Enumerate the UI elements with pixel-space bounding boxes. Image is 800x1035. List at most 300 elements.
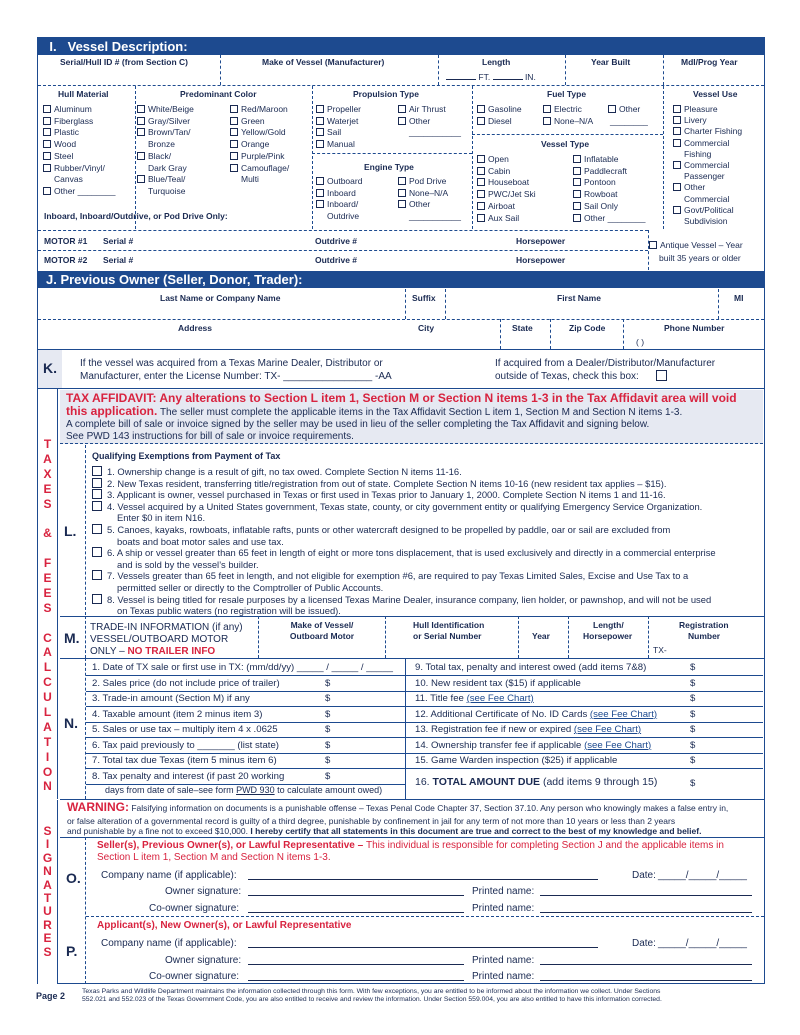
p-date-field[interactable]: _____/_____/_____ — [658, 938, 747, 949]
tax-affidavit-line4: See PWD 143 instructions for bill of sale or invoice requirements. — [66, 431, 354, 442]
k-outside-text-a: If acquired from a Dealer/Distributor/Manufacturer — [495, 358, 716, 369]
checkbox[interactable] — [673, 206, 681, 214]
exemption-text: 7. Vessels greater than 65 feet in length, and not eligible for exemption #6, are required to pay Texas Limited Sales, Excise and Use Tax to a — [107, 570, 689, 582]
checkbox[interactable] — [573, 178, 581, 186]
o-printed-line[interactable] — [540, 895, 752, 896]
side-letter: U — [43, 904, 52, 919]
option-label: Pod Drive — [409, 176, 447, 186]
hull-option[interactable] — [43, 186, 115, 197]
p-printed-line[interactable] — [540, 964, 752, 965]
mdl-prog-year-label: Mdl/Prog Year — [681, 57, 738, 67]
n-dollar[interactable]: $ — [690, 693, 696, 704]
n-right-item: 11. Title fee (see Fee Chart) — [415, 693, 534, 704]
checkbox[interactable] — [230, 152, 238, 160]
checkbox[interactable] — [477, 202, 485, 210]
exemption-item[interactable] — [92, 547, 716, 559]
exemptions-header: Qualifying Exemptions from Payment of Tax — [92, 451, 281, 461]
checkbox[interactable] — [673, 183, 681, 191]
n-dollar[interactable]: $ — [690, 724, 696, 735]
checkbox[interactable] — [398, 105, 406, 113]
vessel-use-option[interactable] — [673, 138, 729, 149]
fee-chart-link[interactable]: (see Fee Chart) — [573, 724, 642, 735]
vessel-type-option[interactable] — [477, 177, 529, 188]
checkbox[interactable] — [673, 105, 681, 113]
side-letter: E — [43, 585, 52, 600]
mi-label[interactable]: MI — [734, 293, 744, 303]
antique-label-b: built 35 years or older — [659, 253, 741, 263]
side-letter: C — [43, 675, 52, 690]
o-coowner-sig-line[interactable] — [248, 912, 464, 913]
o-coprinted-label: Printed name: — [472, 903, 535, 914]
propulsion-option[interactable] — [316, 127, 341, 138]
checkbox[interactable] — [477, 105, 485, 113]
side-letter: E — [43, 931, 52, 946]
side-letter: A — [43, 645, 52, 660]
n-dollar[interactable]: $ — [690, 708, 696, 720]
checkbox[interactable] — [398, 177, 406, 185]
p-company-line[interactable] — [248, 947, 598, 948]
vessel-type-option[interactable] — [573, 154, 619, 165]
checkbox[interactable] — [316, 177, 324, 185]
exemption-item[interactable] — [92, 466, 462, 478]
trade-in-l1: TRADE-IN INFORMATION (if any) — [90, 622, 243, 633]
checkbox[interactable] — [398, 200, 406, 208]
checkbox[interactable] — [477, 155, 485, 163]
p-company-label: Company name (if applicable): — [101, 938, 237, 949]
p-coprinted-line[interactable] — [540, 980, 752, 981]
m-hull-label-a: Hull Identification — [413, 620, 485, 630]
checkbox[interactable] — [230, 164, 238, 172]
color-option[interactable] — [137, 116, 190, 127]
side-letter: C — [43, 630, 52, 645]
o-owner-sig-label: Owner signature: — [165, 886, 242, 897]
color-option[interactable] — [230, 127, 286, 138]
engine-option[interactable] — [398, 176, 446, 187]
k-dealer-license[interactable]: Manufacturer, enter the License Number: TX- ________________ -AA — [80, 371, 392, 382]
checkbox[interactable] — [673, 161, 681, 169]
propulsion-option[interactable] — [398, 116, 430, 127]
length-ft[interactable]: FT. IN. — [446, 72, 536, 83]
checkbox[interactable] — [43, 105, 51, 113]
make-label: Make of Vessel (Manufacturer) — [262, 57, 385, 67]
option-label: ___________ — [409, 127, 462, 138]
propulsion-option[interactable] — [398, 104, 446, 115]
antique-vessel-checkbox[interactable] — [649, 240, 743, 251]
option-label: Manual — [327, 139, 355, 150]
exemption-text: 8. Vessel is being titled for resale purposes by a licensed Texas Marine Dealer, insurance company, lien holder, or pawnshop, and will not be used — [107, 593, 712, 605]
hull-option[interactable] — [43, 151, 73, 162]
suffix-label[interactable]: Suffix — [412, 293, 436, 303]
p-owner-sig-line[interactable] — [248, 964, 464, 965]
trade-in-l2: VESSEL/OUTBOARD MOTOR — [90, 634, 229, 645]
vessel-use-option[interactable] — [673, 160, 729, 171]
exemption-item — [117, 559, 259, 571]
exemption-item[interactable] — [92, 570, 688, 582]
option-label: Purple/Pink — [241, 150, 285, 161]
section-title: Vessel Description: — [67, 39, 188, 54]
vessel-use-option[interactable] — [673, 182, 705, 193]
color-option[interactable] — [230, 104, 288, 115]
checkbox[interactable] — [477, 178, 485, 186]
n-dollar[interactable]: $ — [690, 739, 696, 751]
side-label-signatures — [38, 800, 58, 984]
option-label: Other — [684, 182, 706, 193]
zip-code-label[interactable]: Zip Code — [569, 323, 606, 333]
hull-option[interactable] — [43, 127, 79, 138]
exemption-checkbox[interactable] — [92, 489, 102, 499]
m-reg-label-a: Registration — [679, 620, 729, 630]
side-letter: L — [43, 705, 52, 720]
option-label: Open — [488, 154, 509, 164]
exemption-checkbox[interactable] — [92, 547, 102, 557]
n-dollar[interactable]: $ — [690, 662, 696, 673]
propulsion-type-label: Propulsion Type — [353, 89, 419, 99]
p-coprinted-label: Printed name: — [472, 971, 535, 982]
color-option — [148, 163, 187, 174]
checkbox[interactable] — [137, 152, 145, 160]
checkbox[interactable] — [398, 189, 406, 197]
side-letter: S — [43, 944, 52, 959]
hull-option — [54, 174, 83, 185]
fuel-option[interactable] — [608, 104, 640, 115]
vessel-use-option[interactable] — [673, 205, 734, 216]
vessel-type-option[interactable] — [573, 201, 618, 212]
n-total-dollar[interactable]: $ — [690, 778, 696, 789]
fee-chart-link[interactable]: (see Fee Chart) — [584, 739, 652, 751]
side-letter — [38, 616, 57, 631]
phone-number-label[interactable]: Phone Number — [664, 323, 725, 333]
exemption-item[interactable] — [92, 594, 711, 606]
side-label-taxes — [38, 389, 58, 799]
exemption-checkbox[interactable] — [92, 594, 102, 604]
checkbox[interactable] — [673, 116, 681, 124]
side-letter: & — [43, 526, 52, 541]
section-l-letter: L. — [64, 523, 77, 539]
pwd930-link[interactable]: PWD 930 — [236, 785, 275, 795]
hull-material-label: Hull Material — [58, 89, 109, 99]
n-dollar[interactable]: $ — [325, 739, 331, 751]
vessel-type-option[interactable] — [573, 166, 627, 177]
address-label[interactable]: Address — [178, 323, 213, 333]
option-label: Camouflage/ — [241, 162, 290, 173]
exemption-item[interactable] — [92, 489, 666, 501]
vessel-type-option[interactable] — [573, 189, 618, 200]
color-option[interactable] — [230, 151, 284, 162]
o-date-field[interactable]: _____/_____/_____ — [658, 870, 747, 881]
p-coowner-sig-line[interactable] — [248, 980, 464, 981]
phone-paren: ( ) — [636, 337, 645, 347]
hull-option[interactable] — [43, 163, 105, 174]
option-label: Other — [619, 104, 641, 114]
exemption-item — [117, 605, 341, 617]
checkbox[interactable] — [477, 214, 485, 222]
exemption-text: 1. Ownership change is a result of gift, no tax owed. Complete Section N items 11-16. — [107, 466, 462, 477]
option-label: Canvas — [54, 174, 83, 185]
vessel-use-option — [684, 149, 711, 160]
exemption-checkbox[interactable] — [92, 501, 102, 511]
motor-1-outdrive[interactable]: Outdrive # — [315, 236, 358, 246]
checkbox[interactable] — [43, 164, 51, 172]
checkbox[interactable] — [316, 117, 324, 125]
side-letter: U — [43, 690, 52, 705]
fee-chart-link[interactable]: (see Fee Chart) — [589, 708, 658, 720]
vessel-type-option[interactable] — [477, 166, 510, 177]
vessel-type-option[interactable] — [477, 213, 519, 224]
total-amount-due: 16. TOTAL AMOUNT DUE (add items 9 through 15) — [415, 776, 658, 788]
checkbox[interactable] — [43, 117, 51, 125]
k-outside-texas-checkbox[interactable] — [656, 370, 667, 381]
last-name-label[interactable]: Last Name or Company Name — [160, 293, 281, 303]
checkbox[interactable] — [137, 117, 145, 125]
checkbox[interactable] — [673, 139, 681, 147]
o-company-line[interactable] — [248, 879, 598, 880]
option-label: Propeller — [327, 104, 362, 114]
checkbox[interactable] — [137, 175, 145, 183]
vessel-use-option[interactable] — [673, 115, 707, 126]
length-label: Length — [482, 57, 511, 67]
side-letter: S — [43, 496, 52, 511]
n-item-label: 5. Sales or use tax – multiply item 4 x .0625 — [92, 724, 278, 735]
motor-2-horsepower[interactable]: Horsepower — [516, 255, 566, 265]
tax-affidavit-title: TAX AFFIDAVIT: Any alterations to Section L item 1, Section M or Section N items 1-3 in the Tax Affidavit area will void — [66, 391, 737, 405]
o-header-c: Section L item 1, Section M and Section N items 1-3. — [97, 852, 331, 863]
m-year-label: Year — [532, 631, 550, 641]
warning-line1: WARNING: Falsifying information on documents is a punishable offense – Texas Penal Code Chapter 37, Section 37.10. Any person who knowingly makes a false entry in, — [67, 800, 729, 814]
option-label: Turquoise — [148, 185, 186, 196]
antique-label-a: Antique Vessel – Year — [660, 240, 743, 250]
checkbox[interactable] — [477, 190, 485, 198]
checkbox[interactable] — [43, 128, 51, 136]
checkbox[interactable] — [230, 117, 238, 125]
side-letter: X — [43, 466, 52, 481]
n-row-line — [86, 706, 405, 707]
vessel-type-option[interactable] — [573, 213, 645, 224]
exemption-text: 2. New Texas resident, transferring title/registration from out of state. Complete Section N items 10-16 (new resident tax applies – $15). — [107, 477, 667, 489]
m-hull-label-b: or Serial Number — [413, 631, 482, 641]
exemption-checkbox[interactable] — [92, 570, 102, 580]
checkbox[interactable] — [230, 128, 238, 136]
exemption-item — [117, 582, 383, 594]
fee-chart-link[interactable]: (see Fee Chart) — [466, 693, 534, 704]
vessel-type-option[interactable] — [477, 154, 509, 165]
exemption-item[interactable] — [92, 478, 666, 490]
n-dollar[interactable]: $ — [325, 755, 331, 766]
section-o-letter: O. — [66, 870, 81, 886]
checkbox[interactable] — [573, 155, 581, 163]
side-letter: N — [43, 779, 52, 794]
exemption-text: Enter $0 in item N16. — [117, 512, 206, 524]
option-label: None–N/A — [409, 187, 449, 198]
side-letter: N — [43, 864, 52, 879]
n-right-item: 14. Ownership transfer fee if applicable (see Fee Chart) — [415, 739, 652, 751]
n-dollar[interactable]: $ — [325, 770, 331, 782]
checkbox[interactable] — [230, 105, 238, 113]
tax-affidavit-line3: A complete bill of sale or invoice signed by the seller may be used in lieu of the seller completing the Tax Affidavit and signing below. — [66, 419, 650, 430]
checkbox[interactable] — [543, 117, 551, 125]
checkbox[interactable] — [43, 152, 51, 160]
side-letter: T — [43, 890, 52, 905]
side-letter: T — [43, 734, 52, 749]
option-label: Airboat — [488, 200, 515, 211]
year-built-label: Year Built — [591, 57, 631, 67]
motor-1-horsepower[interactable]: Horsepower — [516, 236, 566, 246]
option-label: Livery — [684, 115, 707, 126]
p-owner-sig-label: Owner signature: — [165, 955, 242, 966]
checkbox[interactable] — [137, 128, 145, 136]
color-option[interactable] — [137, 127, 191, 138]
checkbox[interactable] — [43, 140, 51, 148]
checkbox[interactable] — [316, 128, 324, 136]
option-label: Sail — [327, 127, 342, 138]
exemption-text: 5. Canoes, kayaks, rowboats, inflatable rafts, punts or other watercraft designed to be propelled by paddle, oar or sail are excluded from — [107, 524, 671, 535]
option-label: Aux Sail — [488, 212, 520, 223]
exemption-item — [117, 512, 205, 524]
option-label: Commercial — [684, 137, 730, 148]
checkbox[interactable] — [316, 200, 324, 208]
exemption-checkbox[interactable] — [92, 524, 102, 534]
vessel-use-option[interactable] — [673, 104, 718, 115]
n-item-label: 8. Tax penalty and interest (if past 20 working — [92, 770, 285, 782]
option-label: Rubber/Vinyl/ — [54, 162, 105, 173]
engine-option[interactable] — [316, 199, 358, 210]
vessel-type-option[interactable] — [477, 201, 515, 212]
checkbox[interactable] — [43, 187, 51, 195]
fuel-option[interactable] — [477, 116, 512, 127]
n-dollar[interactable]: $ — [325, 677, 331, 689]
checkbox[interactable] — [477, 117, 485, 125]
side-letter: S — [43, 824, 52, 838]
n-row-line — [86, 753, 405, 754]
option-label: Red/Maroon — [241, 104, 288, 114]
checkbox[interactable] — [573, 190, 581, 198]
propulsion-option[interactable] — [316, 139, 355, 150]
side-letter: F — [43, 556, 52, 571]
option-label: Subdivision — [684, 216, 728, 226]
exemption-text: and is sold by the vessel’s builder. — [117, 558, 259, 570]
fuel-option[interactable] — [543, 116, 593, 127]
checkbox[interactable] — [573, 202, 581, 210]
color-option[interactable] — [137, 174, 185, 185]
engine-option[interactable] — [316, 188, 356, 199]
vessel-use-option — [684, 216, 727, 227]
checkbox[interactable] — [137, 105, 145, 113]
engine-option[interactable] — [398, 199, 430, 210]
checkbox[interactable] — [316, 105, 324, 113]
exemption-item[interactable] — [92, 501, 702, 513]
checkbox[interactable] — [543, 105, 551, 113]
color-option[interactable] — [230, 163, 289, 174]
exemption-text: 3. Applicant is owner, vessel purchased in Texas or first used in Texas prior to January 1, 2000. Complete Section N items 1 and 11-16. — [107, 489, 666, 501]
fuel-option[interactable] — [477, 104, 522, 115]
o-coprinted-line[interactable] — [540, 912, 752, 913]
color-option[interactable] — [230, 116, 265, 127]
exemption-text: 6. A ship or vessel greater than 65 feet in length of eight or more tons displacement, that is used exclusively and directly in a commercial enterprise — [107, 547, 716, 559]
engine-option[interactable] — [398, 188, 448, 199]
option-label: Bronze — [148, 139, 175, 150]
engine-type-label: Engine Type — [364, 162, 414, 172]
n-item-label: 2. Sales price (do not include price of trailer) — [92, 677, 280, 689]
checkbox[interactable] — [230, 140, 238, 148]
checkbox[interactable] — [398, 117, 406, 125]
n-row-line — [86, 691, 405, 692]
option-label: Orange — [241, 139, 270, 150]
motor-2-outdrive[interactable]: Outdrive # — [315, 255, 358, 265]
m-reg-tx[interactable]: TX- — [653, 645, 667, 655]
exemption-item[interactable] — [92, 524, 670, 536]
option-label: Fiberglass — [54, 115, 94, 126]
option-label: Passenger — [684, 171, 725, 182]
engine-option — [409, 211, 461, 222]
hull-option[interactable] — [43, 116, 93, 127]
n-item-label: 4. Taxable amount (item 2 minus item 3) — [92, 708, 263, 720]
hull-option[interactable] — [43, 104, 92, 115]
hull-option[interactable] — [43, 139, 76, 150]
engine-option[interactable] — [316, 176, 362, 187]
o-owner-sig-line[interactable] — [248, 895, 464, 896]
checkbox[interactable] — [477, 167, 485, 175]
checkbox[interactable] — [316, 189, 324, 197]
exemption-checkbox[interactable] — [92, 478, 102, 488]
vessel-use-option[interactable] — [673, 126, 742, 137]
side-letter: A — [43, 451, 52, 466]
checkbox[interactable] — [573, 214, 581, 222]
exemption-checkbox[interactable] — [92, 466, 102, 476]
n-dollar[interactable]: $ — [325, 693, 331, 704]
propulsion-option[interactable] — [316, 116, 358, 127]
option-label: Blue/Teal/ — [148, 174, 186, 185]
color-option[interactable] — [230, 139, 269, 150]
checkbox[interactable] — [316, 140, 324, 148]
o-printed-label: Printed name: — [472, 886, 535, 897]
m-length-label-a: Length/ — [593, 620, 624, 630]
state-label[interactable]: State — [512, 323, 533, 333]
vessel-type-option[interactable] — [477, 189, 536, 200]
n-dollar[interactable]: $ — [690, 677, 696, 689]
vessel-type-option[interactable] — [573, 177, 616, 188]
motor-1-serial[interactable]: Serial # — [103, 236, 134, 246]
n-dollar[interactable]: $ — [325, 724, 331, 735]
side-letter: E — [43, 481, 52, 496]
m-make-label-a: Make of Vessel/ — [290, 620, 354, 630]
color-option — [241, 174, 259, 185]
color-option[interactable] — [137, 104, 194, 115]
option-label: Gray/Silver — [148, 115, 191, 126]
propulsion-option[interactable] — [316, 104, 361, 115]
option-label: Inboard/ — [327, 199, 359, 210]
side-letter: A — [43, 719, 52, 734]
option-label: Wood — [54, 139, 77, 150]
color-option[interactable] — [137, 151, 171, 162]
checkbox[interactable] — [608, 105, 616, 113]
motor-2-label: MOTOR #2 — [44, 255, 88, 265]
vessel-type-label: Vessel Type — [541, 139, 590, 149]
n-dollar[interactable]: $ — [325, 708, 331, 720]
fuel-option[interactable] — [543, 104, 582, 115]
first-name-label[interactable]: First Name — [557, 293, 601, 303]
trade-in-l3: ONLY – NO TRAILER INFO — [90, 646, 216, 657]
n-dollar[interactable]: $ — [690, 755, 696, 766]
vessel-use-option — [684, 194, 729, 205]
option-label: Yellow/Gold — [241, 127, 286, 138]
checkbox[interactable] — [573, 167, 581, 175]
motor-2-serial[interactable]: Serial # — [103, 255, 134, 265]
footer-line1: Texas Parks and Wildlife Department maintains the information collected through this form. With few exceptions, you are entitled to be informed about the information we collect. Under Sections — [82, 988, 661, 995]
city-label[interactable]: City — [418, 323, 435, 333]
n-right-item: 15. Game Warden inspection ($25) if applicable — [415, 755, 618, 766]
n-row-line — [86, 737, 405, 738]
checkbox[interactable] — [673, 127, 681, 135]
option-label: Other — [409, 115, 431, 126]
